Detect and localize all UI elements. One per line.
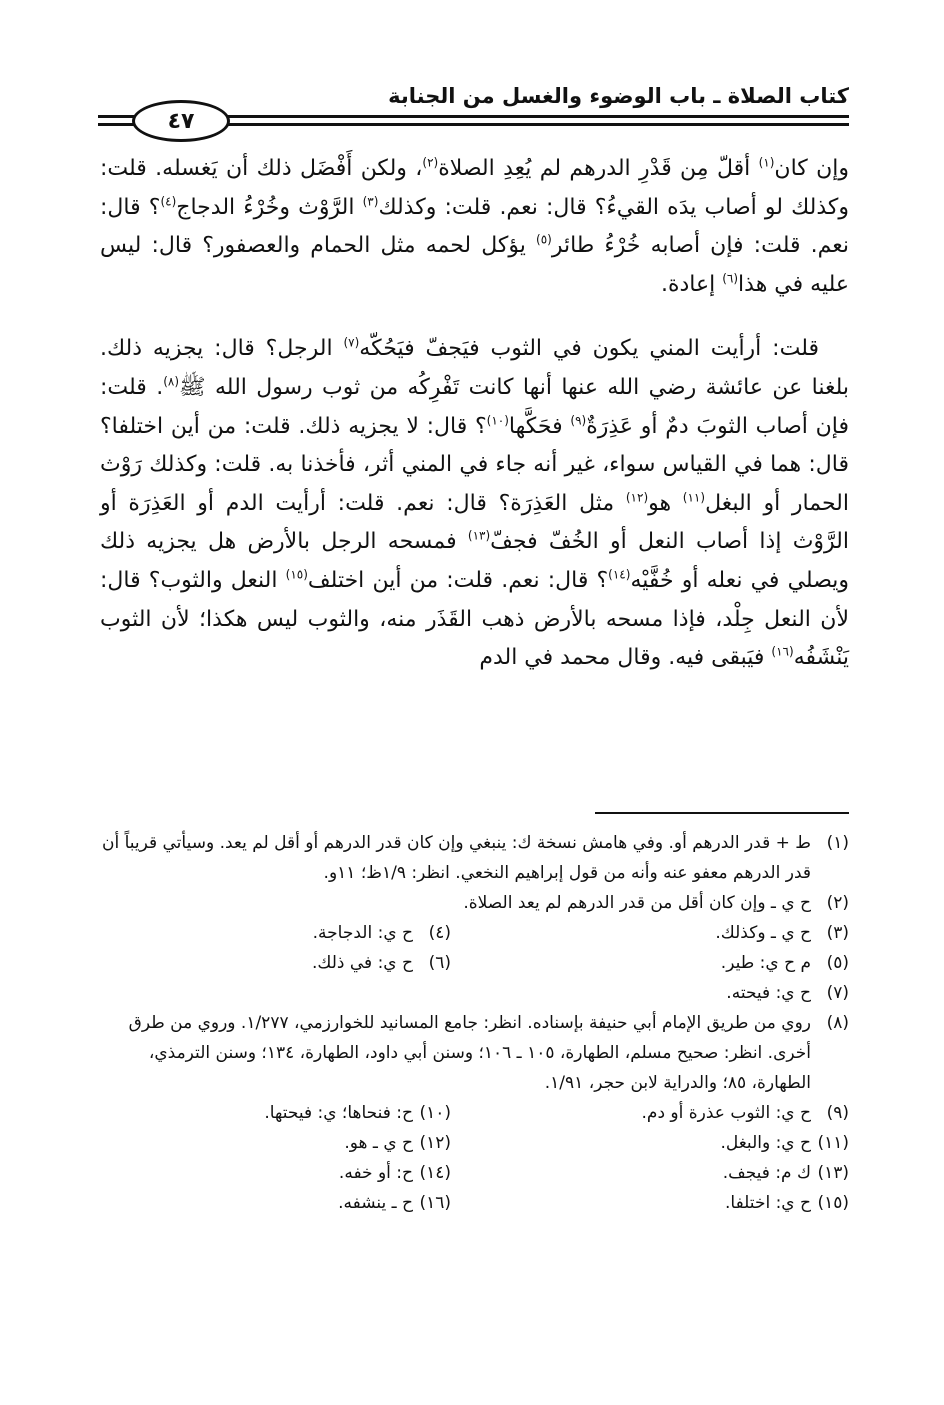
text-span: ، ولكن أَفْضَل ذلك أن يَغسله. قلت: وكذلك لو أصاب يدَه القيءُ؟ قال: نعم. قلت: وكذلك bbox=[100, 156, 849, 220]
footnote-ref: (١٠) bbox=[486, 413, 509, 428]
footnote-text: ح ي ـ وإن كان أقل من قدر الدرهم لم يعد الصلاة. bbox=[463, 893, 811, 913]
footnote-number: (١) bbox=[826, 833, 849, 853]
text-span: مثل العَذِرَة؟ قال: نعم. قلت: أرأيت الدم أو العَذِرَة أو الرَّوْث إذا أصاب النعل أو الخُفّ فجفّ bbox=[100, 490, 849, 555]
footnote-row bbox=[100, 1098, 849, 1128]
page-number-badge bbox=[132, 100, 230, 142]
footnote-number: (٤) bbox=[428, 923, 451, 943]
footnote-13 bbox=[451, 1158, 849, 1188]
footnote-12 bbox=[53, 1128, 451, 1158]
footnote-15 bbox=[451, 1188, 849, 1218]
footnote-separator bbox=[595, 812, 849, 814]
footnote-14 bbox=[53, 1158, 451, 1188]
footnote-5 bbox=[451, 948, 849, 978]
footnote-10 bbox=[53, 1098, 451, 1128]
footnote-ref: (١) bbox=[758, 155, 775, 170]
text-span: الرجل؟ قال: يجزيه ذلك. بلغنا عن عائشة رضي الله عنها أنها كانت تَفْرِكُه من ثوب رسول الله ﷺ bbox=[100, 336, 849, 400]
footnote-text: ح ي: الثوب عذرة أو دم. bbox=[641, 1103, 811, 1123]
footnote-ref: (١٥) bbox=[285, 567, 308, 582]
running-header-title: كتاب الصلاة ـ باب الوضوء والغسل من الجنابة bbox=[388, 84, 849, 108]
footnote-ref: (١١) bbox=[682, 490, 706, 505]
text-span: هو bbox=[648, 490, 683, 516]
footnote-number: (٣) bbox=[826, 923, 849, 943]
footnote-number: (٦) bbox=[428, 953, 451, 973]
footnote-6 bbox=[53, 948, 451, 978]
footnote-7 bbox=[100, 978, 849, 1008]
text-span: فحَكَّها bbox=[508, 413, 571, 439]
text-span: ؟ قال: نعم. قلت: فإن أصابه خُرْءُ طائر bbox=[100, 194, 849, 259]
main-text bbox=[100, 150, 849, 678]
footnote-text: ح ي: في ذلك. bbox=[312, 953, 413, 973]
footnote-3 bbox=[451, 918, 849, 948]
footnote-text: ح ـ ينشفه. bbox=[338, 1193, 413, 1213]
footnote-ref: (٢) bbox=[422, 155, 439, 170]
footnote-row bbox=[100, 1128, 849, 1158]
footnote-16 bbox=[53, 1188, 451, 1218]
footnote-text: م ح ي: طير. bbox=[720, 953, 811, 973]
footnote-number: (١٣) bbox=[817, 1163, 849, 1183]
text-span: ؟ قال: لا يجزيه ذلك. قلت: من أين اختلفا؟ قال: هما في القياس سواء، غير أنه جاء في المني أثر، فأخذنا به. قلت: وكذلك رَوْث الحمار أو البغل bbox=[100, 413, 849, 516]
footnote-text: ح: فنحاها؛ ي: فيحتها. bbox=[264, 1103, 413, 1123]
footnote-number: (١١) bbox=[817, 1133, 849, 1153]
footnote-number: (٥) bbox=[826, 953, 849, 973]
footnote-text: ح ي: والبغل. bbox=[720, 1133, 811, 1153]
footnote-ref: (١٦) bbox=[771, 644, 794, 659]
footnote-ref: (٤) bbox=[160, 194, 177, 209]
footnote-row bbox=[100, 948, 849, 978]
footnote-ref: (١٣) bbox=[467, 529, 491, 544]
footnote-text: ح: أو خفه. bbox=[338, 1163, 413, 1183]
footnote-text: روي من طريق الإمام أبي حنيفة بإسناده. انظر: جامع المسانيد للخوارزمي، ١/٢٧٧. وروي من طرق أخرى. انظر: صحيح مسلم، الطهارة، ١٠٥ ـ ١٠٦؛ وسنن أبي داود، الطهارة، ١٣٤؛ وسنن الترمذي، الطهارة، ٨٥؛ والدراية لابن حجر، ١/٩١. bbox=[128, 1013, 811, 1093]
footnote-number: (١٠) bbox=[419, 1103, 451, 1123]
footnote-number: (٢) bbox=[826, 893, 849, 913]
footnote-1 bbox=[100, 828, 849, 888]
footnote-9 bbox=[451, 1098, 849, 1128]
footnote-number: (٩) bbox=[826, 1103, 849, 1123]
footnote-4 bbox=[53, 918, 451, 948]
text-span: فمسحه الرجل بالأرض هل يجزيه ذلك ويصلي في نعله أو خُفَّيْه bbox=[100, 529, 850, 593]
text-span: . قلت: فإن أصاب الثوبَ دمٌ أو عَذِرَةٌ bbox=[100, 374, 849, 439]
text-span: وإن كان bbox=[774, 156, 849, 181]
text-span: يؤكل لحمه مثل الحمام والعصفور؟ قال: ليس عليه في هذا bbox=[100, 233, 849, 297]
footnote-number: (٨) bbox=[826, 1013, 849, 1033]
footnote-text: ح ي ـ هو. bbox=[344, 1133, 413, 1153]
footnotes bbox=[100, 828, 849, 1218]
footnote-ref: (١٢) bbox=[625, 490, 649, 505]
footnote-ref: (٨) bbox=[163, 374, 180, 389]
footnote-text: ح ي: فيحته. bbox=[726, 983, 811, 1003]
footnote-number: (١٦) bbox=[419, 1193, 451, 1213]
text-span: أقلّ مِن قَدْرِ الدرهم لم يُعِدِ الصلاة bbox=[438, 156, 759, 181]
footnote-text: ك م: فيجف. bbox=[722, 1163, 811, 1183]
text-span: ؟ قال: نعم. قلت: من أين اختلف bbox=[307, 567, 609, 593]
footnote-8 bbox=[100, 1008, 849, 1098]
footnote-ref: (٣) bbox=[362, 194, 379, 209]
text-span: قلت: أرأيت المني يكون في الثوب فيَجفّ فيَحُكّه bbox=[359, 336, 819, 362]
paragraph-2 bbox=[100, 330, 849, 677]
footnote-11 bbox=[451, 1128, 849, 1158]
footnote-number: (١٤) bbox=[419, 1163, 451, 1183]
footnote-number: (١٥) bbox=[817, 1193, 849, 1213]
footnote-row bbox=[100, 1158, 849, 1188]
footnote-number: (١٢) bbox=[419, 1133, 451, 1153]
footnote-2 bbox=[100, 888, 849, 918]
footnote-ref: (٦) bbox=[722, 271, 739, 286]
page-number: ٤٧ bbox=[167, 108, 195, 134]
paragraph-1 bbox=[100, 150, 849, 304]
footnote-text: ط + قدر الدرهم أو. وفي هامش نسخة ك: ينبغي وإن كان قدر الدرهم أو أقل لم يعد. وسيأتي قريباً أن قدر الدرهم معفو عنه وأنه من قول إبراهيم النخعي. انظر: ١/٩ظ؛ ١١و. bbox=[101, 833, 811, 883]
footnote-text: ح ي: الدجاجة. bbox=[312, 923, 413, 943]
footnote-number: (٧) bbox=[826, 983, 849, 1003]
footnote-ref: (٥) bbox=[536, 232, 552, 247]
footnote-ref: (١٤) bbox=[608, 567, 631, 582]
text-span: فيَبقى فيه. وقال محمد في الدم bbox=[479, 645, 772, 671]
text-span: إعادة. bbox=[660, 271, 723, 297]
footnote-ref: (٧) bbox=[343, 336, 360, 351]
footnote-row bbox=[100, 918, 849, 948]
footnote-text: ح ي ـ وكذلك. bbox=[715, 923, 811, 943]
footnote-text: ح ي: اختلفا. bbox=[725, 1193, 811, 1213]
text-span: النعل والثوب؟ قال: لأن النعل جِلْد، فإذا مسحه بالأرض ذهب القَذَر منه، والثوب ليس هكذا؛ لأن الثوب يَنْشَفُه bbox=[100, 567, 849, 671]
footnote-ref: (٩) bbox=[570, 413, 587, 428]
footnote-row bbox=[100, 1188, 849, 1218]
text-span: الرَّوْث وخُرْءُ الدجاج bbox=[176, 194, 363, 220]
